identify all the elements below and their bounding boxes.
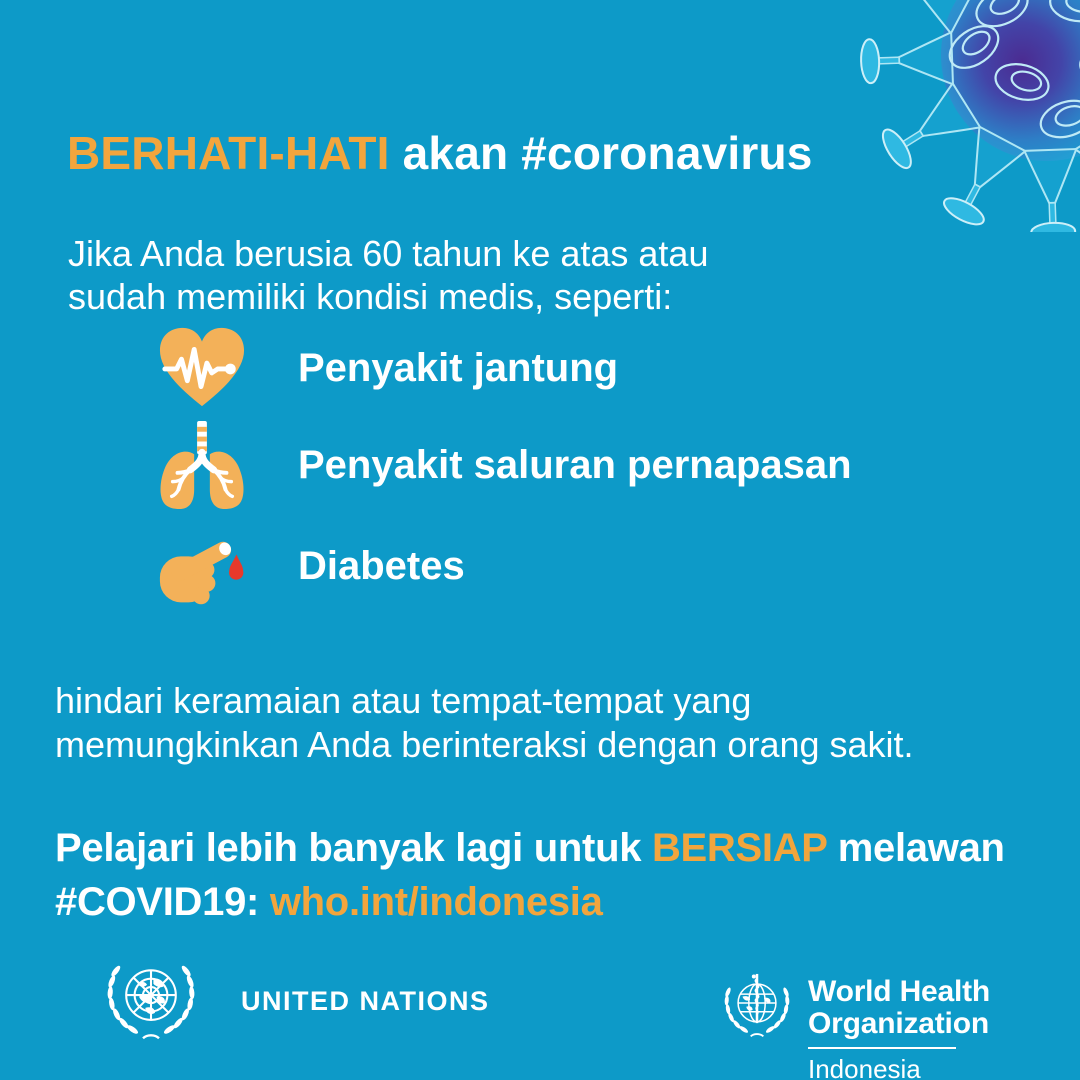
intro-text: Jika Anda berusia 60 tahun ke atas atau sudah memiliki kondisi medis, seperti: xyxy=(68,233,709,318)
finger-blood-test-icon xyxy=(152,522,252,610)
who-text-block xyxy=(808,976,990,1080)
cta-link[interactable]: who.int/indonesia xyxy=(269,880,603,924)
who-emblem-icon xyxy=(716,970,798,1046)
coronavirus-illustration xyxy=(852,0,1080,232)
cta-highlight: BERSIAP xyxy=(651,826,827,870)
who-divider xyxy=(808,1047,956,1049)
who-logo xyxy=(716,970,990,1080)
un-logo xyxy=(99,953,490,1050)
cta-text: Pelajari lebih banyak lagi untuk BERSIAP melawan #COVID19: who.int/indonesia xyxy=(55,826,1005,924)
condition-row-lungs xyxy=(152,418,852,512)
advice-text: hindari keramaian atau tempat-tempat yang memungkinkan Anda berinteraksi dengan orang sakit. xyxy=(55,680,914,765)
condition-label: Diabetes xyxy=(298,543,465,588)
who-country: Indonesia xyxy=(808,1054,921,1080)
condition-label: Penyakit saluran pernapasan xyxy=(298,442,852,487)
condition-row-heart xyxy=(152,322,618,414)
title-highlight: BERHATI-HATI xyxy=(67,126,390,179)
un-emblem-icon xyxy=(99,953,203,1050)
condition-label: Penyakit jantung xyxy=(298,345,619,390)
who-name: World Health Organization xyxy=(808,975,991,1041)
lungs-icon xyxy=(152,419,252,511)
condition-row-diabetes xyxy=(152,520,465,612)
heart-ecg-icon xyxy=(152,324,252,412)
un-label: UNITED NATIONS xyxy=(241,986,490,1016)
page-title xyxy=(67,126,813,180)
title-rest: akan #coronavirus xyxy=(389,126,813,179)
